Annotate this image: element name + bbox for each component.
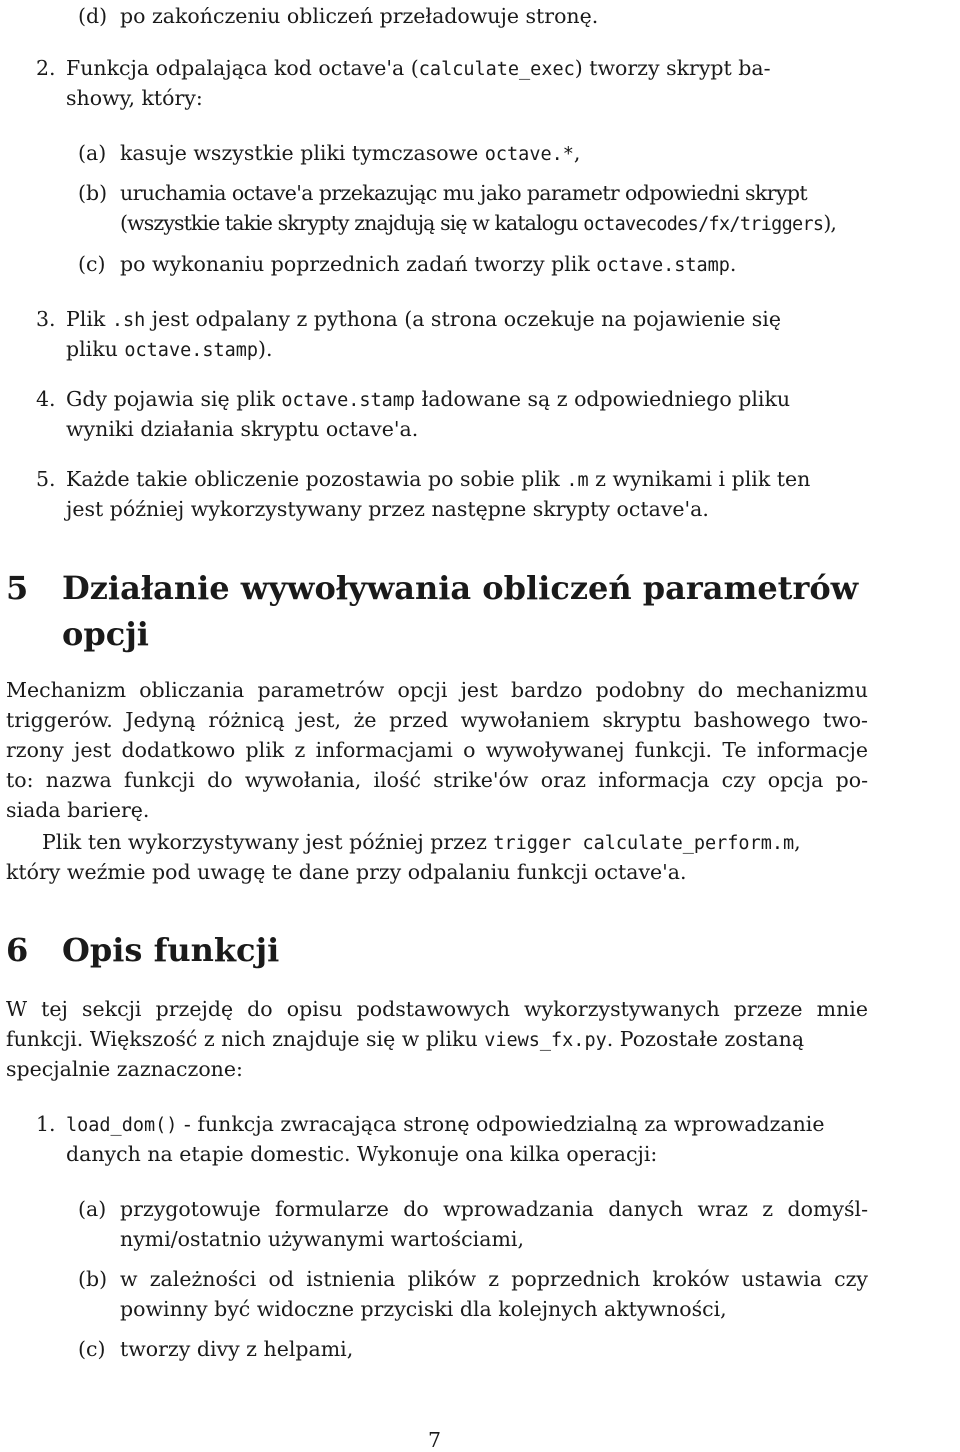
list-number: 3.	[36, 307, 56, 331]
list-item-line: uruchamia octave'a przekazując mu jako parametr odpowiedni skrypt	[120, 181, 808, 205]
inline-code: octave.stamp	[596, 255, 730, 276]
inline-code: load_dom()	[66, 1115, 178, 1136]
list-label: (d)	[78, 4, 108, 28]
page-number: 7	[428, 1428, 442, 1452]
paragraph-line: Plik ten wykorzystywany jest później przez trigger calculate_perform.m,	[42, 830, 801, 854]
list-number: 4.	[36, 387, 56, 411]
section-title: opcji	[62, 615, 149, 653]
inline-code: trigger calculate_perform.m	[493, 833, 795, 854]
list-label: (b)	[78, 181, 108, 205]
section-title: Opis funkcji	[62, 931, 280, 969]
list-label: (a)	[78, 141, 107, 165]
list-item-line: showy, który:	[66, 86, 203, 110]
paragraph-line: który weźmie pod uwagę te dane przy odpalaniu funkcji octave'a.	[6, 860, 687, 884]
list-number: 2.	[36, 56, 56, 80]
inline-code: calculate_exec	[418, 59, 575, 80]
inline-code: octave.*	[484, 144, 574, 165]
paragraph-line: siada barierę.	[6, 798, 150, 822]
list-number: 5.	[36, 467, 56, 491]
list-number: 1.	[36, 1112, 56, 1136]
section-number: 6	[6, 931, 29, 969]
list-item-line: Funkcja odpalająca kod octave'a (calculate_exec) tworzy skrypt ba-	[66, 56, 771, 80]
inline-code: .m	[566, 470, 589, 491]
inline-code: octave.stamp	[124, 340, 259, 361]
list-item-line: kasuje wszystkie pliki tymczasowe octave.*,	[120, 141, 581, 165]
list-item-line: nymi/ostatnio używanymi wartościami,	[120, 1227, 524, 1251]
list-item-line: jest później wykorzystywany przez następne skrypty octave'a.	[66, 497, 709, 521]
list-item-line: Plik .sh jest odpalany z pythona (a strona oczekuje na pojawienie się	[66, 307, 781, 331]
inline-code: .sh	[111, 310, 146, 331]
list-label: (c)	[78, 1337, 106, 1361]
list-item-line: przygotowuje formularze do wprowadzania danych wraz z domyśl-	[120, 1197, 868, 1221]
paragraph-line: W tej sekcji przejdę do opisu podstawowych wykorzystywanych przeze mnie	[6, 997, 868, 1021]
list-item-line: pliku octave.stamp).	[66, 337, 273, 361]
list-label: (a)	[78, 1197, 107, 1221]
list-label: (c)	[78, 252, 106, 276]
list-item-line: danych na etapie domestic. Wykonuje ona kilka operacji:	[66, 1142, 658, 1166]
paragraph-line: rzony jest dodatkowo plik z informacjami o wywoływanej funkcji. Te informacje	[6, 738, 868, 762]
inline-code: octave.stamp	[281, 390, 416, 411]
list-item-line: Każde takie obliczenie pozostawia po sobie plik .m z wynikami i plik ten	[66, 467, 811, 491]
paragraph-line: triggerów. Jedyną różnicą jest, że przed wywołaniem skryptu bashowego two-	[6, 708, 868, 732]
paragraph-line: specjalnie zaznaczone:	[6, 1057, 243, 1081]
paragraph-line: Mechanizm obliczania parametrów opcji jest bardzo podobny do mechanizmu	[6, 678, 868, 702]
list-item-line: load_dom() - funkcja zwracająca stronę odpowiedzialną za wprowadzanie	[66, 1112, 825, 1136]
list-item-line: w zależności od istnienia plików z poprzednich kroków ustawia czy	[120, 1267, 868, 1291]
list-item-line: (wszystkie takie skrypty znajdują się w katalogu octavecodes/fx/triggers),	[120, 211, 837, 235]
list-item-text: po zakończeniu obliczeń przeładowuje stronę.	[120, 4, 599, 28]
paragraph-line: to: nazwa funkcji do wywołania, ilość strike'ów oraz informacja czy opcja po-	[6, 768, 868, 792]
paragraph-line: funkcji. Większość z nich znajduje się w pliku views_fx.py. Pozostałe zostaną	[6, 1027, 805, 1051]
list-item-line: tworzy divy z helpami,	[120, 1337, 354, 1361]
list-item-line: Gdy pojawia się plik octave.stamp ładowane są z odpowiedniego pliku	[66, 387, 791, 411]
list-item-line: po wykonaniu poprzednich zadań tworzy plik octave.stamp.	[120, 252, 737, 276]
section-number: 5	[6, 569, 29, 607]
inline-code: views_fx.py	[484, 1030, 607, 1051]
section-title: Działanie wywoływania obliczeń parametrów	[62, 569, 859, 607]
list-label: (b)	[78, 1267, 108, 1291]
list-item-line: wyniki działania skryptu octave'a.	[66, 417, 419, 441]
inline-code: octavecodes/fx/triggers	[583, 214, 824, 235]
list-item-line: powinny być widoczne przyciski dla kolejnych aktywności,	[120, 1297, 727, 1321]
